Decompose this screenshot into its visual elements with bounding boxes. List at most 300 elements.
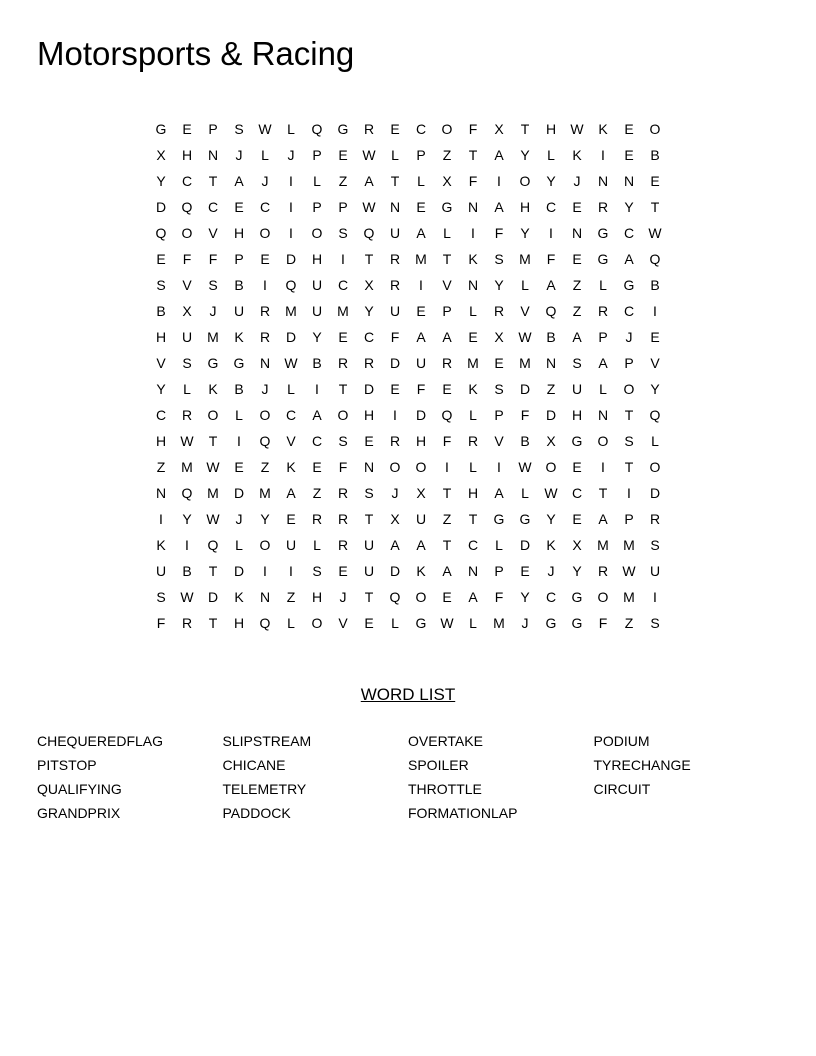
grid-letter: J	[521, 615, 529, 631]
grid-letter: M	[259, 485, 271, 501]
grid-letter: Q	[649, 407, 661, 423]
grid-row	[148, 454, 668, 480]
grid-letter: T	[338, 381, 348, 397]
grid-letter: C	[415, 121, 427, 137]
grid-letter: P	[416, 147, 426, 163]
grid-letter: V	[442, 277, 452, 293]
grid-letter: W	[206, 511, 220, 527]
grid-letter: T	[650, 199, 660, 215]
grid-letter: E	[364, 615, 374, 631]
grid-letter: T	[208, 433, 218, 449]
grid-letter: G	[571, 433, 583, 449]
word-list-heading	[0, 684, 816, 706]
grid-letter: B	[546, 329, 556, 345]
grid-letter: I	[393, 407, 397, 423]
grid-letter: W	[180, 589, 194, 605]
grid-letter: S	[650, 537, 660, 553]
grid-letter: O	[597, 589, 609, 605]
grid-letter: R	[337, 355, 349, 371]
grid-letter: A	[234, 173, 244, 189]
grid-letter: H	[571, 407, 583, 423]
grid-letter: L	[287, 381, 295, 397]
grid-letter: R	[337, 511, 349, 527]
grid-letter: S	[572, 355, 582, 371]
grid-letter: D	[415, 407, 427, 423]
grid-letter: P	[624, 355, 634, 371]
grid-letter: Q	[649, 251, 661, 267]
grid-letter: O	[649, 121, 661, 137]
grid-row	[148, 142, 668, 168]
grid-letter: Y	[156, 173, 166, 189]
grid-letter: E	[442, 381, 452, 397]
grid-letter: C	[623, 225, 635, 241]
grid-letter: E	[338, 329, 348, 345]
grid-letter: W	[544, 485, 558, 501]
grid-letter: G	[441, 199, 453, 215]
grid-letter: Y	[312, 329, 322, 345]
grid-letter: N	[389, 199, 401, 215]
grid-letter: E	[312, 459, 322, 475]
grid-letter: C	[207, 199, 219, 215]
grid-letter: Z	[286, 589, 296, 605]
grid-letter: J	[287, 147, 295, 163]
grid-letter: S	[234, 121, 244, 137]
grid-row	[148, 610, 668, 636]
word-list-item: SLIPSTREAM	[222, 733, 312, 749]
grid-letter: O	[415, 459, 427, 475]
grid-letter: K	[286, 459, 296, 475]
grid-letter: E	[494, 355, 504, 371]
grid-letter: A	[442, 329, 452, 345]
grid-letter: I	[289, 173, 293, 189]
grid-letter: N	[623, 173, 635, 189]
grid-letter: F	[390, 329, 400, 345]
grid-row	[148, 350, 668, 376]
word-list-item: PODIUM	[593, 733, 650, 749]
grid-letter: O	[337, 407, 349, 423]
grid-letter: I	[237, 433, 241, 449]
word-list-item: GRANDPRIX	[37, 805, 121, 821]
grid-letter: C	[155, 407, 167, 423]
grid-letter: O	[597, 433, 609, 449]
grid-letter: F	[442, 433, 452, 449]
grid-letter: A	[390, 537, 400, 553]
grid-letter: R	[337, 485, 349, 501]
grid-letter: Z	[572, 277, 582, 293]
grid-letter: S	[156, 589, 166, 605]
word-list-item: THROTTLE	[408, 781, 482, 797]
grid-letter: V	[208, 225, 218, 241]
grid-letter: E	[572, 511, 582, 527]
grid-letter: B	[650, 277, 660, 293]
grid-letter: J	[235, 147, 243, 163]
grid-letter: T	[208, 173, 218, 189]
grid-letter: I	[159, 511, 163, 527]
grid-letter: R	[493, 303, 505, 319]
grid-letter: I	[653, 589, 657, 605]
grid-letter: G	[155, 121, 167, 137]
grid-letter: T	[468, 511, 478, 527]
grid-letter: Y	[572, 563, 582, 579]
grid-letter: G	[571, 589, 583, 605]
grid-letter: D	[545, 407, 557, 423]
grid-letter: U	[389, 303, 401, 319]
grid-letter: R	[181, 615, 193, 631]
grid-letter: K	[156, 537, 166, 553]
grid-letter: O	[623, 381, 635, 397]
grid-row	[148, 272, 668, 298]
grid-row	[148, 480, 668, 506]
grid-letter: P	[312, 147, 322, 163]
grid-letter: W	[206, 459, 220, 475]
grid-letter: C	[467, 537, 479, 553]
grid-letter: N	[155, 485, 167, 501]
grid-letter: L	[651, 433, 659, 449]
grid-letter: R	[259, 303, 271, 319]
word-list-item: PADDOCK	[222, 805, 291, 821]
grid-letter: F	[520, 407, 530, 423]
grid-letter: Q	[155, 225, 167, 241]
grid-letter: C	[571, 485, 583, 501]
grid-row	[148, 558, 668, 584]
grid-letter: Q	[181, 485, 193, 501]
grid-letter: B	[234, 381, 244, 397]
grid-letter: D	[363, 381, 375, 397]
grid-row	[148, 506, 668, 532]
grid-letter: D	[649, 485, 661, 501]
word-list-item: TELEMETRY	[222, 781, 307, 797]
grid-letter: L	[469, 303, 477, 319]
grid-letter: S	[312, 563, 322, 579]
grid-letter: A	[494, 485, 504, 501]
grid-letter: I	[497, 459, 501, 475]
grid-letter: P	[312, 199, 322, 215]
grid-letter: D	[389, 355, 401, 371]
grid-letter: R	[389, 433, 401, 449]
grid-letter: T	[624, 407, 634, 423]
grid-letter: V	[182, 277, 192, 293]
grid-letter: E	[416, 303, 426, 319]
grid-row	[148, 402, 668, 428]
grid-letter: W	[622, 563, 636, 579]
grid-letter: L	[313, 173, 321, 189]
grid-letter: U	[181, 329, 193, 345]
grid-letter: T	[468, 147, 478, 163]
grid-letter: I	[601, 459, 605, 475]
grid-letter: C	[311, 433, 323, 449]
grid-letter: I	[601, 147, 605, 163]
word-list-item: FORMATIONLAP	[408, 805, 518, 821]
grid-letter: O	[415, 589, 427, 605]
grid-letter: O	[181, 225, 193, 241]
grid-letter: K	[234, 589, 244, 605]
word-list-item: TYRECHANGE	[593, 757, 691, 773]
grid-letter: G	[519, 511, 531, 527]
grid-letter: Y	[520, 589, 530, 605]
grid-letter: A	[494, 199, 504, 215]
grid-letter: H	[233, 615, 245, 631]
grid-letter: T	[208, 615, 218, 631]
grid-letter: G	[571, 615, 583, 631]
grid-letter: A	[416, 537, 426, 553]
grid-letter: N	[467, 277, 479, 293]
grid-letter: P	[234, 251, 244, 267]
grid-letter: C	[285, 407, 297, 423]
grid-letter: E	[338, 147, 348, 163]
grid-letter: I	[263, 563, 267, 579]
grid-letter: E	[338, 563, 348, 579]
grid-letter: G	[597, 251, 609, 267]
grid-letter: X	[182, 303, 192, 319]
grid-letter: A	[416, 225, 426, 241]
grid-letter: Z	[442, 511, 452, 527]
grid-letter: M	[597, 537, 609, 553]
grid-letter: E	[624, 121, 634, 137]
grid-letter: N	[207, 147, 219, 163]
grid-letter: L	[521, 277, 529, 293]
grid-letter: S	[338, 433, 348, 449]
grid-letter: N	[571, 225, 583, 241]
grid-letter: K	[598, 121, 608, 137]
grid-letter: E	[260, 251, 270, 267]
grid-letter: Z	[312, 485, 322, 501]
grid-letter: X	[572, 537, 582, 553]
grid-letter: T	[390, 173, 400, 189]
grid-letter: P	[494, 563, 504, 579]
grid-letter: A	[442, 563, 452, 579]
grid-letter: A	[286, 485, 296, 501]
grid-letter: U	[415, 355, 427, 371]
grid-letter: L	[287, 615, 295, 631]
word-list-item: CIRCUIT	[593, 781, 651, 797]
grid-row	[148, 116, 668, 142]
grid-row	[148, 194, 668, 220]
grid-letter: X	[364, 277, 374, 293]
grid-letter: M	[623, 537, 635, 553]
grid-letter: X	[442, 173, 452, 189]
grid-letter: L	[313, 537, 321, 553]
grid-letter: I	[289, 199, 293, 215]
grid-letter: H	[311, 589, 323, 605]
grid-letter: S	[182, 355, 192, 371]
grid-letter: R	[337, 537, 349, 553]
grid-letter: T	[208, 563, 218, 579]
grid-letter: M	[519, 355, 531, 371]
grid-letter: I	[185, 537, 189, 553]
grid-letter: Z	[156, 459, 166, 475]
grid-letter: I	[289, 563, 293, 579]
grid-letter: P	[598, 329, 608, 345]
grid-letter: W	[570, 121, 584, 137]
grid-row	[148, 220, 668, 246]
grid-letter: L	[443, 225, 451, 241]
grid-letter: Y	[494, 277, 504, 293]
grid-letter: C	[259, 199, 271, 215]
grid-letter: G	[545, 615, 557, 631]
grid-letter: S	[650, 615, 660, 631]
grid-letter: S	[494, 251, 504, 267]
grid-letter: J	[209, 303, 217, 319]
grid-letter: J	[573, 173, 581, 189]
grid-letter: D	[519, 381, 531, 397]
grid-letter: T	[598, 485, 608, 501]
grid-letter: O	[311, 615, 323, 631]
grid-letter: H	[545, 121, 557, 137]
grid-letter: V	[156, 355, 166, 371]
grid-row	[148, 584, 668, 610]
grid-letter: D	[519, 537, 531, 553]
grid-letter: S	[364, 485, 374, 501]
grid-letter: E	[624, 147, 634, 163]
grid-letter: L	[599, 381, 607, 397]
grid-letter: X	[156, 147, 166, 163]
word-list-item: OVERTAKE	[408, 733, 483, 749]
grid-letter: F	[494, 589, 504, 605]
grid-letter: W	[284, 355, 298, 371]
grid-letter: R	[441, 355, 453, 371]
grid-letter: M	[519, 251, 531, 267]
grid-letter: V	[520, 303, 530, 319]
word-list-item: CHEQUEREDFLAG	[37, 733, 164, 749]
grid-letter: U	[649, 563, 661, 579]
grid-letter: I	[419, 277, 423, 293]
grid-letter: U	[389, 225, 401, 241]
grid-letter: Q	[259, 615, 271, 631]
grid-letter: H	[519, 199, 531, 215]
grid-letter: B	[650, 147, 660, 163]
grid-letter: E	[416, 199, 426, 215]
grid-letter: F	[546, 251, 556, 267]
grid-letter: F	[416, 381, 426, 397]
grid-letter: K	[468, 381, 478, 397]
grid-letter: A	[598, 511, 608, 527]
grid-letter: W	[440, 615, 454, 631]
grid-letter: E	[286, 511, 296, 527]
grid-letter: Q	[441, 407, 453, 423]
grid-letter: Y	[624, 199, 634, 215]
grid-letter: E	[182, 121, 192, 137]
grid-letter: F	[468, 173, 478, 189]
grid-letter: Q	[207, 537, 219, 553]
grid-letter: Y	[364, 303, 374, 319]
grid-letter: R	[389, 277, 401, 293]
grid-letter: L	[469, 615, 477, 631]
grid-letter: J	[261, 173, 269, 189]
grid-letter: N	[363, 459, 375, 475]
grid-letter: T	[442, 485, 452, 501]
word-list-item: CHICANE	[222, 757, 286, 773]
grid-letter: A	[546, 277, 556, 293]
grid-letter: R	[649, 511, 661, 527]
grid-letter: P	[442, 303, 452, 319]
grid-letter: G	[233, 355, 245, 371]
grid-letter: F	[468, 121, 478, 137]
grid-letter: I	[341, 251, 345, 267]
grid-row	[148, 168, 668, 194]
grid-letter: R	[597, 199, 609, 215]
grid-letter: S	[624, 433, 634, 449]
grid-letter: U	[363, 537, 375, 553]
grid-letter: H	[181, 147, 193, 163]
word-list-item: PITSTOP	[37, 757, 97, 773]
grid-letter: E	[572, 459, 582, 475]
grid-letter: V	[494, 433, 504, 449]
grid-letter: H	[467, 485, 479, 501]
grid-letter: N	[259, 355, 271, 371]
grid-letter: O	[519, 173, 531, 189]
page-title: Motorsports & Racing	[37, 35, 355, 72]
grid-letter: B	[182, 563, 192, 579]
grid-letter: Y	[520, 147, 530, 163]
grid-letter: D	[233, 563, 245, 579]
grid-letter: M	[337, 303, 349, 319]
grid-letter: M	[207, 485, 219, 501]
grid-letter: E	[234, 459, 244, 475]
grid-letter: B	[156, 303, 166, 319]
grid-letter: K	[546, 537, 556, 553]
grid-row	[148, 246, 668, 272]
grid-letter: N	[597, 173, 609, 189]
grid-row	[148, 298, 668, 324]
grid-letter: W	[648, 225, 662, 241]
grid-letter: Z	[624, 615, 634, 631]
grid-letter: W	[362, 147, 376, 163]
grid-letter: G	[493, 511, 505, 527]
grid-letter: Y	[546, 173, 556, 189]
grid-letter: A	[364, 173, 374, 189]
grid-letter: I	[627, 485, 631, 501]
grid-letter: C	[181, 173, 193, 189]
grid-letter: C	[363, 329, 375, 345]
grid-letter: F	[338, 459, 348, 475]
grid-letter: D	[233, 485, 245, 501]
letter-grid	[148, 116, 668, 636]
grid-letter: F	[598, 615, 608, 631]
grid-letter: L	[391, 147, 399, 163]
grid-letter: Y	[520, 225, 530, 241]
grid-letter: U	[155, 563, 167, 579]
grid-letter: A	[468, 589, 478, 605]
grid-letter: T	[442, 537, 452, 553]
grid-letter: V	[338, 615, 348, 631]
grid-letter: T	[364, 251, 374, 267]
grid-row	[148, 428, 668, 454]
grid-letter: N	[467, 199, 479, 215]
grid-letter: O	[259, 225, 271, 241]
grid-letter: X	[494, 329, 504, 345]
grid-letter: U	[311, 303, 323, 319]
grid-letter: Q	[389, 589, 401, 605]
grid-letter: W	[518, 329, 532, 345]
grid-letter: U	[571, 381, 583, 397]
grid-row	[148, 376, 668, 402]
grid-letter: H	[415, 433, 427, 449]
grid-letter: L	[235, 407, 243, 423]
grid-letter: Y	[650, 381, 660, 397]
grid-letter: G	[207, 355, 219, 371]
grid-letter: M	[285, 303, 297, 319]
grid-letter: O	[259, 407, 271, 423]
grid-letter: I	[263, 277, 267, 293]
grid-letter: L	[521, 485, 529, 501]
grid-letter: I	[471, 225, 475, 241]
grid-letter: K	[208, 381, 218, 397]
grid-letter: R	[597, 303, 609, 319]
grid-letter: T	[364, 511, 374, 527]
grid-letter: Y	[260, 511, 270, 527]
grid-letter: Y	[182, 511, 192, 527]
grid-letter: R	[389, 251, 401, 267]
